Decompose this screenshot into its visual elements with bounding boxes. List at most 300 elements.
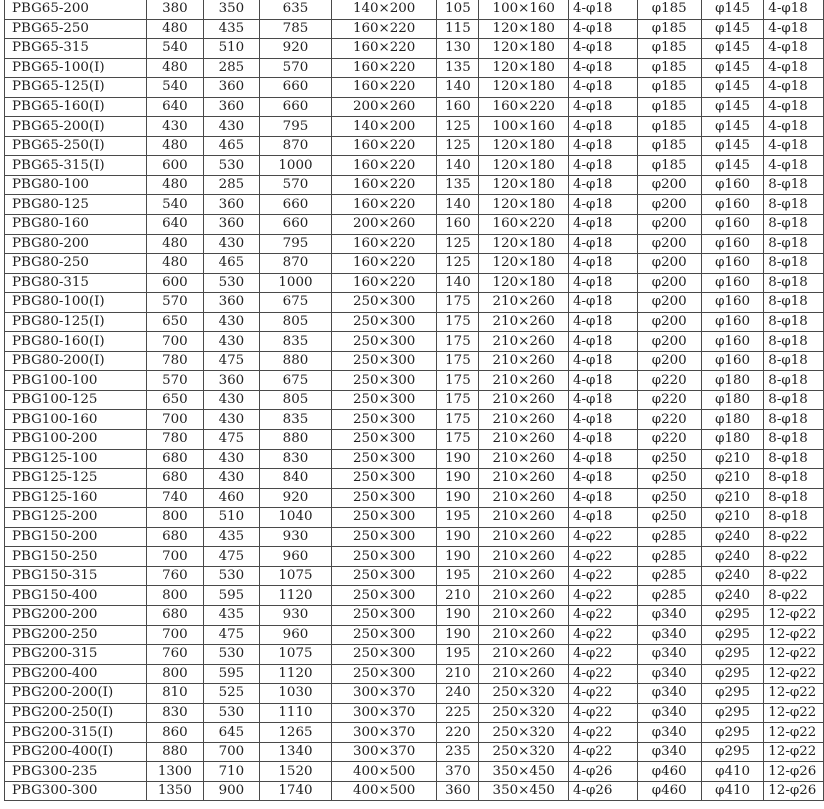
cell-height-h: 675: [260, 293, 332, 313]
table-row: [5, 58, 824, 78]
cell-bolt-spacing: 120×180: [479, 136, 568, 156]
cell-base-size: 160×220: [331, 78, 437, 98]
cell-model: PBG200-400: [5, 664, 147, 684]
cell-base-bolt-holes: 4-φ18: [568, 273, 637, 293]
cell-base-size: 250×300: [331, 430, 437, 450]
cell-bolt-spacing: 210×260: [479, 586, 568, 606]
table-row: [5, 723, 824, 743]
cell-length-a: 480: [147, 58, 204, 78]
cell-height-h: 1040: [260, 508, 332, 528]
cell-length-b: 435: [203, 605, 259, 625]
cell-length-b: 430: [203, 410, 259, 430]
cell-height-h: 835: [260, 332, 332, 352]
cell-flange-outer-dia: φ185: [637, 156, 701, 176]
cell-length-b: 700: [203, 742, 259, 762]
cell-flange-outer-dia: φ460: [637, 762, 701, 782]
cell-flange-outer-dia: φ200: [637, 293, 701, 313]
table-row: [5, 78, 824, 98]
cell-length-a: 480: [147, 136, 204, 156]
cell-length-b: 430: [203, 390, 259, 410]
cell-flange-bolt-holes: 8-φ18: [764, 215, 824, 235]
cell-model: PBG80-200: [5, 234, 147, 254]
cell-flange-bolt-holes: 12-φ22: [764, 625, 824, 645]
cell-bolt-spacing: 120×180: [479, 254, 568, 274]
cell-model: PBG200-200(I): [5, 684, 147, 704]
cell-length-a: 780: [147, 430, 204, 450]
cell-base-bolt-holes: 4-φ22: [568, 664, 637, 684]
cell-base-bolt-holes: 4-φ18: [568, 195, 637, 215]
cell-base-size: 250×300: [331, 410, 437, 430]
cell-flange-outer-dia: φ200: [637, 254, 701, 274]
cell-height-h: 1075: [260, 645, 332, 665]
cell-flange-pcd: φ295: [701, 664, 763, 684]
cell-base-size: 250×300: [331, 449, 437, 469]
table-body: [5, 0, 824, 801]
cell-length-a: 810: [147, 684, 204, 704]
cell-flange-bolt-holes: 8-φ18: [764, 351, 824, 371]
table-row: [5, 645, 824, 665]
cell-flange-outer-dia: φ185: [637, 19, 701, 39]
table-row: [5, 195, 824, 215]
cell-length-b: 360: [203, 293, 259, 313]
cell-model: PBG65-160(I): [5, 97, 147, 117]
cell-flange-outer-dia: φ340: [637, 645, 701, 665]
cell-center-height: 195: [437, 508, 479, 528]
cell-flange-outer-dia: φ185: [637, 39, 701, 59]
cell-length-a: 570: [147, 293, 204, 313]
cell-center-height: 140: [437, 195, 479, 215]
cell-bolt-spacing: 210×260: [479, 410, 568, 430]
cell-base-bolt-holes: 4-φ18: [568, 371, 637, 391]
cell-height-h: 1000: [260, 156, 332, 176]
cell-height-h: 785: [260, 19, 332, 39]
cell-length-b: 645: [203, 723, 259, 743]
cell-base-size: 300×370: [331, 703, 437, 723]
table-row: [5, 625, 824, 645]
cell-length-b: 475: [203, 625, 259, 645]
cell-height-h: 1520: [260, 762, 332, 782]
cell-model: PBG80-100: [5, 175, 147, 195]
table-row: [5, 430, 824, 450]
cell-base-bolt-holes: 4-φ18: [568, 19, 637, 39]
cell-height-h: 1340: [260, 742, 332, 762]
cell-length-a: 540: [147, 195, 204, 215]
cell-flange-bolt-holes: 8-φ18: [764, 390, 824, 410]
cell-length-b: 530: [203, 273, 259, 293]
cell-flange-bolt-holes: 8-φ18: [764, 175, 824, 195]
cell-base-bolt-holes: 4-φ18: [568, 293, 637, 313]
cell-model: PBG80-160: [5, 215, 147, 235]
cell-model: PBG80-250: [5, 254, 147, 274]
cell-length-a: 480: [147, 234, 204, 254]
cell-height-h: 675: [260, 371, 332, 391]
cell-model: PBG65-315: [5, 39, 147, 59]
table-row: [5, 136, 824, 156]
cell-flange-outer-dia: φ340: [637, 605, 701, 625]
table-row: [5, 449, 824, 469]
cell-length-a: 650: [147, 390, 204, 410]
cell-flange-outer-dia: φ250: [637, 508, 701, 528]
cell-length-a: 680: [147, 527, 204, 547]
cell-length-b: 530: [203, 156, 259, 176]
pump-dimension-table: [4, 0, 824, 801]
cell-length-b: 430: [203, 312, 259, 332]
cell-length-a: 380: [147, 0, 204, 19]
cell-flange-pcd: φ295: [701, 703, 763, 723]
table-row: [5, 488, 824, 508]
cell-length-a: 830: [147, 703, 204, 723]
table-row: [5, 156, 824, 176]
table-row: [5, 684, 824, 704]
cell-height-h: 960: [260, 547, 332, 567]
cell-base-size: 160×220: [331, 234, 437, 254]
cell-flange-outer-dia: φ200: [637, 332, 701, 352]
cell-model: PBG200-200: [5, 605, 147, 625]
cell-model: PBG100-200: [5, 430, 147, 450]
cell-center-height: 220: [437, 723, 479, 743]
cell-length-b: 510: [203, 39, 259, 59]
cell-length-b: 360: [203, 195, 259, 215]
cell-base-size: 250×300: [331, 625, 437, 645]
table-row: [5, 234, 824, 254]
cell-model: PBG150-250: [5, 547, 147, 567]
cell-bolt-spacing: 120×180: [479, 78, 568, 98]
cell-base-bolt-holes: 4-φ18: [568, 390, 637, 410]
cell-length-a: 800: [147, 586, 204, 606]
cell-flange-pcd: φ160: [701, 254, 763, 274]
cell-base-bolt-holes: 4-φ18: [568, 508, 637, 528]
cell-bolt-spacing: 210×260: [479, 566, 568, 586]
cell-flange-pcd: φ295: [701, 723, 763, 743]
cell-base-size: 160×220: [331, 19, 437, 39]
cell-center-height: 190: [437, 527, 479, 547]
cell-flange-bolt-holes: 8-φ18: [764, 293, 824, 313]
cell-flange-bolt-holes: 4-φ18: [764, 0, 824, 19]
cell-model: PBG80-100(I): [5, 293, 147, 313]
cell-base-bolt-holes: 4-φ22: [568, 684, 637, 704]
cell-base-size: 250×300: [331, 332, 437, 352]
cell-height-h: 660: [260, 97, 332, 117]
cell-base-bolt-holes: 4-φ18: [568, 39, 637, 59]
cell-height-h: 920: [260, 488, 332, 508]
cell-flange-pcd: φ210: [701, 508, 763, 528]
table-row: [5, 527, 824, 547]
cell-length-a: 680: [147, 449, 204, 469]
cell-length-a: 480: [147, 19, 204, 39]
cell-base-size: 200×260: [331, 215, 437, 235]
cell-flange-outer-dia: φ340: [637, 625, 701, 645]
cell-center-height: 175: [437, 351, 479, 371]
cell-flange-pcd: φ145: [701, 58, 763, 78]
cell-length-a: 760: [147, 566, 204, 586]
cell-base-bolt-holes: 4-φ18: [568, 449, 637, 469]
cell-length-a: 600: [147, 156, 204, 176]
cell-flange-bolt-holes: 8-φ18: [764, 469, 824, 489]
cell-model: PBG65-200(I): [5, 117, 147, 137]
cell-base-size: 140×200: [331, 0, 437, 19]
cell-flange-pcd: φ240: [701, 547, 763, 567]
cell-bolt-spacing: 160×220: [479, 97, 568, 117]
cell-flange-outer-dia: φ250: [637, 488, 701, 508]
cell-model: PBG150-400: [5, 586, 147, 606]
cell-flange-pcd: φ410: [701, 762, 763, 782]
cell-base-bolt-holes: 4-φ26: [568, 781, 637, 801]
table-row: [5, 469, 824, 489]
cell-bolt-spacing: 210×260: [479, 332, 568, 352]
cell-flange-outer-dia: φ250: [637, 449, 701, 469]
cell-base-size: 160×220: [331, 156, 437, 176]
cell-length-a: 480: [147, 175, 204, 195]
cell-base-size: 250×300: [331, 664, 437, 684]
cell-base-bolt-holes: 4-φ22: [568, 605, 637, 625]
cell-model: PBG65-125(I): [5, 78, 147, 98]
cell-center-height: 125: [437, 136, 479, 156]
cell-base-bolt-holes: 4-φ18: [568, 234, 637, 254]
cell-height-h: 1120: [260, 664, 332, 684]
cell-center-height: 225: [437, 703, 479, 723]
cell-base-bolt-holes: 4-φ18: [568, 410, 637, 430]
cell-center-height: 195: [437, 645, 479, 665]
cell-flange-outer-dia: φ200: [637, 215, 701, 235]
cell-base-bolt-holes: 4-φ18: [568, 488, 637, 508]
cell-base-bolt-holes: 4-φ22: [568, 742, 637, 762]
cell-model: PBG65-315(I): [5, 156, 147, 176]
cell-flange-pcd: φ295: [701, 684, 763, 704]
cell-flange-pcd: φ160: [701, 215, 763, 235]
cell-height-h: 795: [260, 117, 332, 137]
cell-base-size: 160×220: [331, 136, 437, 156]
cell-flange-pcd: φ240: [701, 566, 763, 586]
cell-bolt-spacing: 210×260: [479, 449, 568, 469]
cell-center-height: 140: [437, 78, 479, 98]
cell-model: PBG300-235: [5, 762, 147, 782]
cell-base-size: 400×500: [331, 762, 437, 782]
table-row: [5, 175, 824, 195]
table-row: [5, 254, 824, 274]
cell-length-b: 465: [203, 254, 259, 274]
cell-flange-pcd: φ160: [701, 293, 763, 313]
cell-base-bolt-holes: 4-φ22: [568, 625, 637, 645]
cell-base-bolt-holes: 4-φ22: [568, 703, 637, 723]
cell-bolt-spacing: 120×180: [479, 39, 568, 59]
cell-length-b: 525: [203, 684, 259, 704]
cell-center-height: 370: [437, 762, 479, 782]
cell-base-bolt-holes: 4-φ18: [568, 254, 637, 274]
cell-center-height: 135: [437, 175, 479, 195]
cell-flange-pcd: φ160: [701, 351, 763, 371]
cell-base-size: 250×300: [331, 645, 437, 665]
cell-center-height: 190: [437, 449, 479, 469]
cell-flange-bolt-holes: 8-φ18: [764, 234, 824, 254]
cell-model: PBG65-100(I): [5, 58, 147, 78]
table-row: [5, 371, 824, 391]
cell-flange-outer-dia: φ200: [637, 234, 701, 254]
cell-flange-pcd: φ145: [701, 0, 763, 19]
cell-height-h: 570: [260, 58, 332, 78]
cell-model: PBG65-250(I): [5, 136, 147, 156]
cell-length-a: 800: [147, 664, 204, 684]
cell-model: PBG125-200: [5, 508, 147, 528]
cell-base-bolt-holes: 4-φ18: [568, 215, 637, 235]
cell-length-b: 460: [203, 488, 259, 508]
cell-center-height: 115: [437, 19, 479, 39]
cell-model: PBG200-400(I): [5, 742, 147, 762]
cell-length-a: 780: [147, 351, 204, 371]
cell-bolt-spacing: 350×450: [479, 762, 568, 782]
cell-length-b: 435: [203, 19, 259, 39]
cell-flange-pcd: φ145: [701, 78, 763, 98]
cell-flange-bolt-holes: 4-φ18: [764, 156, 824, 176]
cell-center-height: 210: [437, 664, 479, 684]
cell-height-h: 805: [260, 390, 332, 410]
cell-height-h: 1030: [260, 684, 332, 704]
cell-bolt-spacing: 100×160: [479, 0, 568, 19]
cell-base-bolt-holes: 4-φ18: [568, 78, 637, 98]
cell-height-h: 920: [260, 39, 332, 59]
cell-length-b: 435: [203, 527, 259, 547]
cell-center-height: 160: [437, 215, 479, 235]
table-row: [5, 547, 824, 567]
cell-model: PBG65-200: [5, 0, 147, 19]
cell-flange-pcd: φ240: [701, 586, 763, 606]
cell-flange-outer-dia: φ220: [637, 371, 701, 391]
cell-flange-outer-dia: φ185: [637, 136, 701, 156]
cell-bolt-spacing: 250×320: [479, 684, 568, 704]
cell-length-b: 430: [203, 234, 259, 254]
cell-base-bolt-holes: 4-φ18: [568, 430, 637, 450]
cell-center-height: 175: [437, 332, 479, 352]
cell-flange-pcd: φ145: [701, 136, 763, 156]
cell-base-size: 160×220: [331, 39, 437, 59]
cell-length-a: 640: [147, 215, 204, 235]
cell-base-bolt-holes: 4-φ18: [568, 97, 637, 117]
cell-height-h: 960: [260, 625, 332, 645]
cell-length-b: 465: [203, 136, 259, 156]
cell-base-size: 250×300: [331, 527, 437, 547]
cell-base-bolt-holes: 4-φ22: [568, 566, 637, 586]
cell-flange-bolt-holes: 8-φ22: [764, 586, 824, 606]
table-row: [5, 390, 824, 410]
cell-flange-pcd: φ180: [701, 371, 763, 391]
cell-flange-pcd: φ295: [701, 742, 763, 762]
cell-base-size: 250×300: [331, 605, 437, 625]
cell-flange-pcd: φ210: [701, 449, 763, 469]
table-row: [5, 703, 824, 723]
cell-flange-pcd: φ210: [701, 488, 763, 508]
cell-bolt-spacing: 210×260: [479, 430, 568, 450]
cell-model: PBG100-160: [5, 410, 147, 430]
cell-length-b: 285: [203, 58, 259, 78]
cell-flange-bolt-holes: 12-φ26: [764, 762, 824, 782]
cell-flange-pcd: φ145: [701, 39, 763, 59]
cell-length-b: 430: [203, 332, 259, 352]
cell-flange-bolt-holes: 4-φ18: [764, 78, 824, 98]
cell-flange-bolt-holes: 12-φ22: [764, 684, 824, 704]
cell-center-height: 125: [437, 254, 479, 274]
cell-center-height: 175: [437, 293, 479, 313]
table-row: [5, 781, 824, 801]
cell-center-height: 235: [437, 742, 479, 762]
cell-flange-bolt-holes: 12-φ22: [764, 605, 824, 625]
cell-flange-pcd: φ180: [701, 430, 763, 450]
cell-center-height: 140: [437, 156, 479, 176]
cell-flange-outer-dia: φ340: [637, 703, 701, 723]
cell-model: PBG80-315: [5, 273, 147, 293]
cell-flange-bolt-holes: 8-φ18: [764, 254, 824, 274]
cell-length-b: 475: [203, 547, 259, 567]
cell-height-h: 870: [260, 136, 332, 156]
cell-height-h: 830: [260, 449, 332, 469]
cell-base-bolt-holes: 4-φ22: [568, 723, 637, 743]
cell-base-size: 160×220: [331, 175, 437, 195]
cell-length-b: 710: [203, 762, 259, 782]
cell-flange-pcd: φ160: [701, 175, 763, 195]
cell-model: PBG125-100: [5, 449, 147, 469]
cell-height-h: 795: [260, 234, 332, 254]
cell-length-a: 430: [147, 117, 204, 137]
cell-base-bolt-holes: 4-φ22: [568, 645, 637, 665]
cell-base-size: 160×220: [331, 195, 437, 215]
table-row: [5, 117, 824, 137]
cell-model: PBG100-125: [5, 390, 147, 410]
cell-flange-bolt-holes: 4-φ18: [764, 58, 824, 78]
cell-flange-bolt-holes: 12-φ22: [764, 723, 824, 743]
cell-model: PBG100-100: [5, 371, 147, 391]
cell-flange-outer-dia: φ185: [637, 0, 701, 19]
cell-base-size: 300×370: [331, 723, 437, 743]
cell-flange-outer-dia: φ340: [637, 723, 701, 743]
cell-length-a: 1300: [147, 762, 204, 782]
cell-length-a: 650: [147, 312, 204, 332]
cell-length-b: 530: [203, 645, 259, 665]
cell-model: PBG125-160: [5, 488, 147, 508]
cell-model: PBG80-160(I): [5, 332, 147, 352]
cell-center-height: 360: [437, 781, 479, 801]
cell-base-size: 250×300: [331, 508, 437, 528]
cell-flange-bolt-holes: 12-φ26: [764, 781, 824, 801]
cell-base-bolt-holes: 4-φ18: [568, 0, 637, 19]
cell-length-a: 700: [147, 332, 204, 352]
cell-bolt-spacing: 210×260: [479, 469, 568, 489]
cell-flange-pcd: φ160: [701, 332, 763, 352]
cell-length-b: 475: [203, 430, 259, 450]
cell-center-height: 190: [437, 488, 479, 508]
cell-flange-bolt-holes: 8-φ18: [764, 332, 824, 352]
cell-flange-pcd: φ210: [701, 469, 763, 489]
cell-height-h: 635: [260, 0, 332, 19]
cell-flange-pcd: φ145: [701, 156, 763, 176]
cell-flange-outer-dia: φ460: [637, 781, 701, 801]
cell-height-h: 870: [260, 254, 332, 274]
table-row: [5, 332, 824, 352]
cell-height-h: 835: [260, 410, 332, 430]
table-row: [5, 742, 824, 762]
table-row: [5, 664, 824, 684]
cell-height-h: 660: [260, 195, 332, 215]
cell-flange-outer-dia: φ340: [637, 742, 701, 762]
cell-flange-outer-dia: φ200: [637, 273, 701, 293]
cell-base-size: 250×300: [331, 469, 437, 489]
table-row: [5, 605, 824, 625]
cell-flange-bolt-holes: 8-φ18: [764, 488, 824, 508]
cell-height-h: 1000: [260, 273, 332, 293]
cell-flange-bolt-holes: 4-φ18: [764, 136, 824, 156]
cell-model: PBG200-315(I): [5, 723, 147, 743]
cell-flange-bolt-holes: 8-φ18: [764, 449, 824, 469]
cell-length-a: 570: [147, 371, 204, 391]
cell-flange-bolt-holes: 8-φ22: [764, 566, 824, 586]
cell-length-b: 285: [203, 175, 259, 195]
